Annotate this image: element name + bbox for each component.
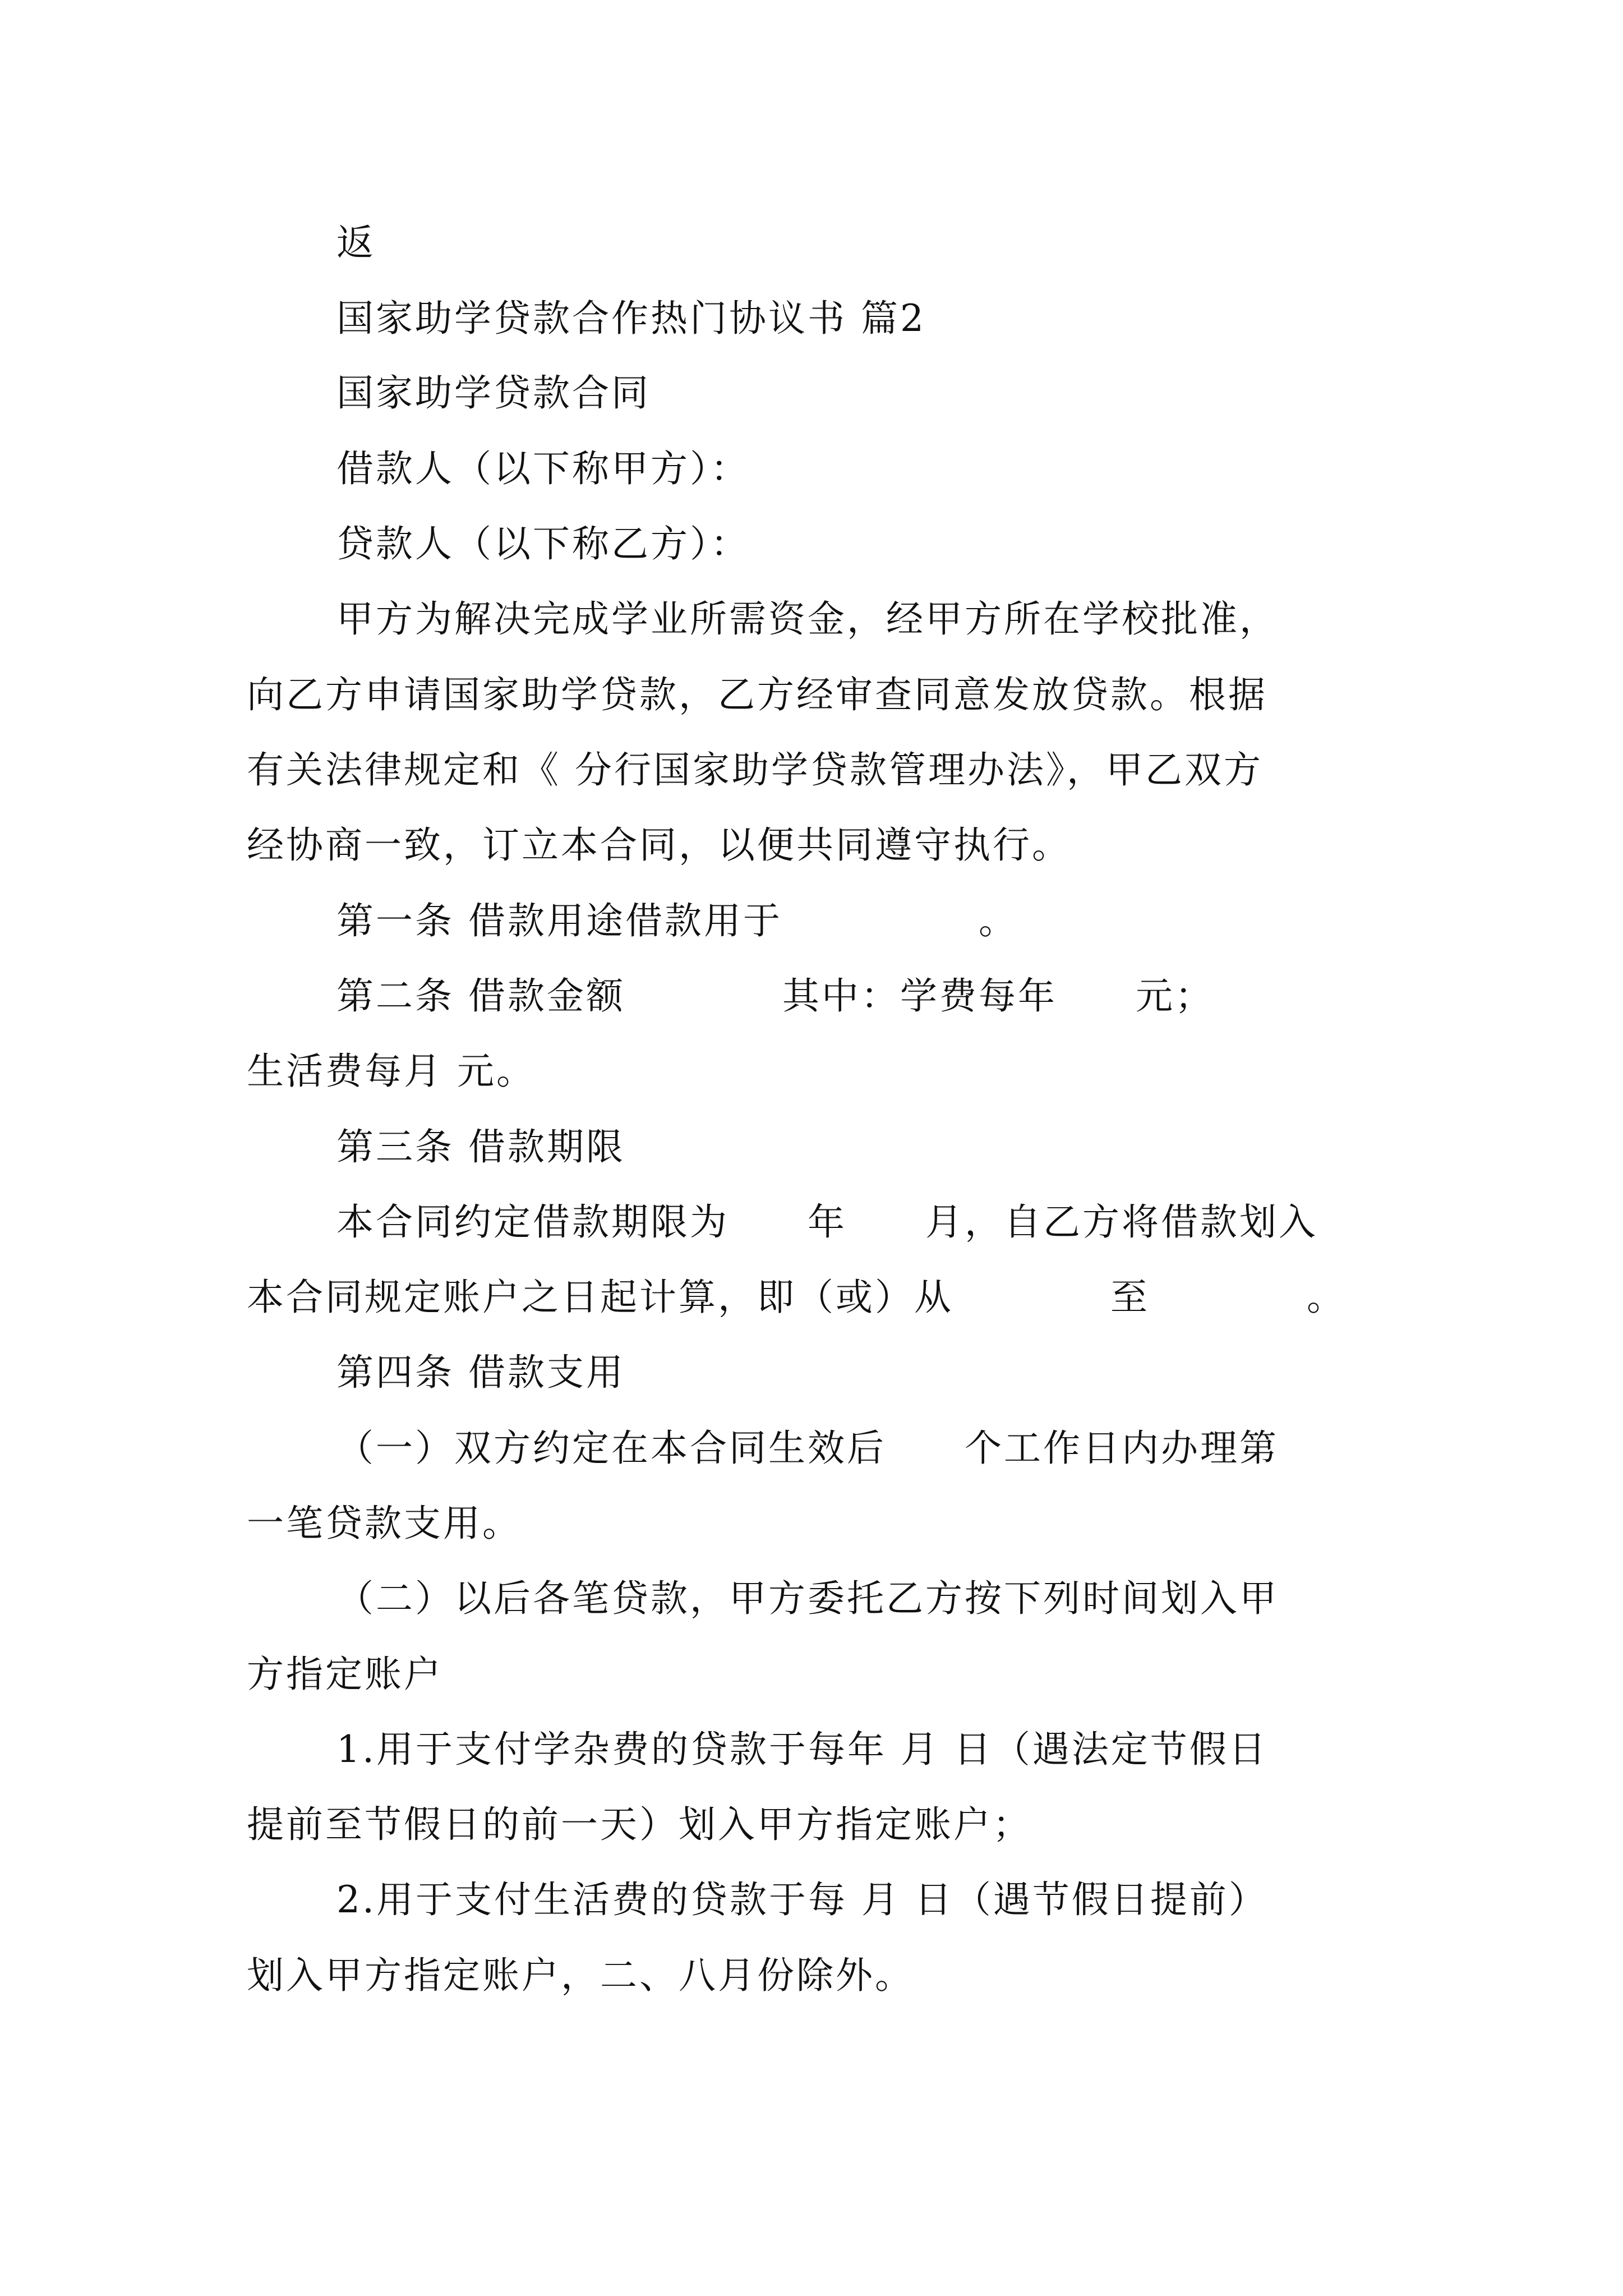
lender-line: 贷款人（以下称乙方）： — [336, 522, 750, 565]
item-2: 2.用于支付生活费的贷款于每 月 日（遇节假日提前） — [336, 1878, 1268, 1921]
text-line: 有关法律规定和《 分行国家助学贷款管理办法》，甲乙双方 — [247, 748, 1263, 792]
text-line: 返 — [336, 221, 376, 264]
article-1: 第一条 借款用途借款用于 。 — [336, 899, 1018, 942]
item-1: 1.用于支付学杂费的贷款于每年 月 日（遇法定节假日 — [336, 1728, 1268, 1771]
article-3: 第三条 借款期限 — [336, 1125, 625, 1168]
text-line: 经协商一致，订立本合同，以便共同遵守执行。 — [247, 823, 1071, 867]
text-line: 划入甲方指定账户，二、八月份除外。 — [247, 1954, 914, 1997]
text-line: 甲方为解决完成学业所需资金，经甲方所在学校批准， — [336, 597, 1279, 641]
clause-1: （一）双方约定在本合同生效后 个工作日内办理第 — [336, 1427, 1279, 1470]
text-line: 一笔贷款支用。 — [247, 1502, 522, 1545]
text-line: 本合同规定账户之日起计算，即（或）从 至 。 — [247, 1276, 1346, 1319]
article-4: 第四条 借款支用 — [336, 1351, 625, 1394]
text-line: 方指定账户 — [247, 1653, 443, 1696]
section-heading: 国家助学贷款合作热门协议书 篇2 — [336, 297, 926, 340]
text-line: 提前至节假日的前一天）划入甲方指定账户； — [247, 1803, 1032, 1846]
text-line: 本合同约定借款期限为 年 月，自乙方将借款划入 — [336, 1200, 1318, 1244]
borrower-line: 借款人（以下称甲方）： — [336, 447, 750, 490]
clause-2: （二）以后各笔贷款，甲方委托乙方按下列时间划入甲 — [336, 1577, 1279, 1620]
article-2: 第二条 借款金额 其中：学费每年 元； — [336, 974, 1214, 1018]
text-line: 向乙方申请国家助学贷款，乙方经审查同意发放贷款。根据 — [247, 673, 1267, 716]
text-line: 生活费每月 元。 — [247, 1050, 536, 1093]
contract-title: 国家助学贷款合同 — [336, 371, 651, 415]
